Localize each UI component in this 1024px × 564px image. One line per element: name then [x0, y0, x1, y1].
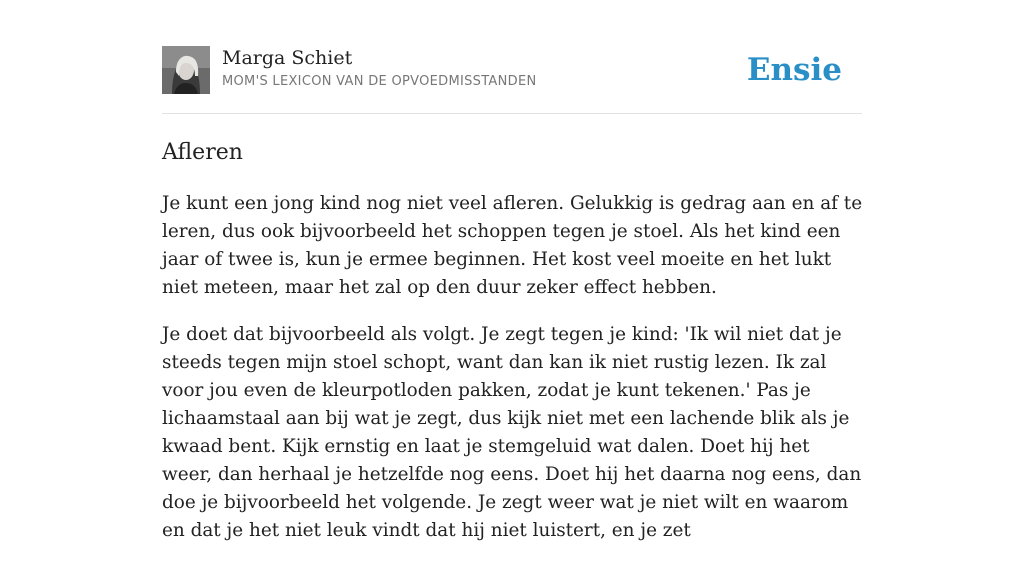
author-portrait-icon: [162, 46, 210, 94]
article-title: Afleren: [162, 140, 243, 165]
brand-logo[interactable]: Ensie: [746, 52, 842, 88]
article-paragraph: Je kunt een jong kind nog niet veel afleren. Gelukkig is gedrag aan en af te leren, dus ook bijvoorbeeld het schoppen tegen je stoel. Als het kind een jaar of twee is, kun je ermee beginnen. Het kost veel moeite en het lukt niet meteen, maar het zal op den duur zeker effect hebben.: [162, 193, 863, 298]
article-paragraph: Je doet dat bijvoorbeeld als volgt. Je zegt tegen je kind: 'Ik wil niet dat je steeds tegen mijn stoel schopt, want dan kan ik niet rustig lezen. Ik zal voor jou even de kleurpotloden pakken, zodat je kunt tekenen.' Pas je lichaamstaal aan bij wat je zegt, dus kijk niet met een lachende blik als je kwaad bent. Kijk ernstig en laat je stemgeluid wat dalen. Doet hij het weer, dan herhaal je hetzelfde nog eens. Doet hij het daarna nog eens, dan doe je bijvoorbeeld het volgende. Je zegt weer wat je niet wilt en waarom en dat je het niet leuk vindt dat hij niet luistert, en je zet: [162, 324, 862, 541]
article-body: [162, 190, 864, 564]
header-divider: [162, 113, 862, 114]
author-name[interactable]: Marga Schiet: [222, 47, 353, 69]
publication-title[interactable]: MOM'S LEXICON VAN DE OPVOEDMISSTANDEN: [222, 74, 537, 89]
avatar[interactable]: [162, 46, 210, 94]
header: [162, 46, 862, 96]
